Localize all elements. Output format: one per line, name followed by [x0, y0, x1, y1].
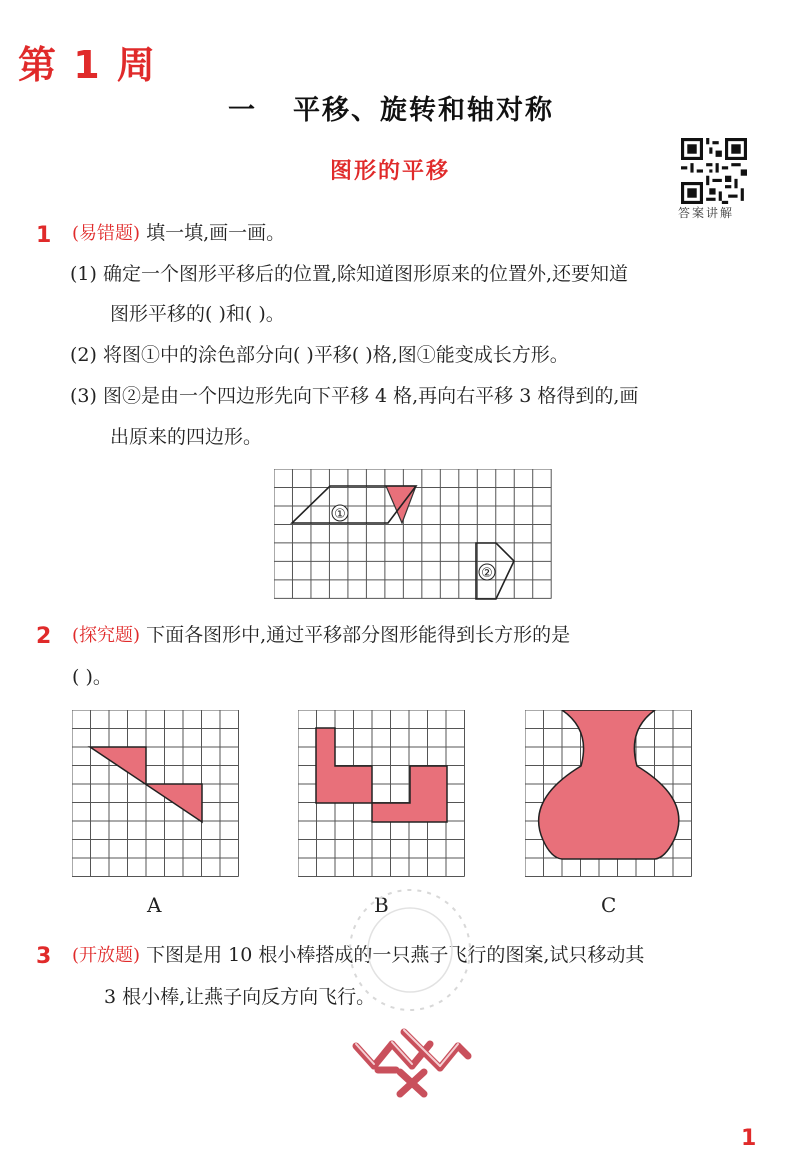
week-label: 第 1 周: [18, 43, 157, 87]
q1-part2: (2) 将图①中的涂色部分向( )平移( )格,图①能变成长方形。: [70, 344, 569, 366]
q1-label-1: ①: [334, 507, 346, 522]
lesson-title: 图形的平移: [330, 159, 451, 184]
q2-heading: [72, 626, 570, 645]
unit-number: 一: [228, 95, 257, 126]
q2-tag: (探究题): [72, 625, 141, 646]
q2-choice-a[interactable]: A: [147, 893, 162, 917]
q2-figure-c: [525, 710, 693, 878]
q2-figure-b: [298, 710, 466, 878]
q3-swallow-sticks: [348, 1022, 478, 1102]
q1-prompt: 填一填,画一画。: [146, 222, 286, 244]
q1-tag: (易错题): [72, 223, 141, 244]
q3-number: 3: [36, 944, 52, 969]
q2-c-vase-shape: [539, 710, 679, 859]
q1-part3-line2: 出原来的四边形。: [110, 426, 263, 448]
q2-choice-b[interactable]: B: [374, 893, 389, 917]
q3-tag: (开放题): [72, 945, 141, 966]
stick-3: [392, 1044, 412, 1066]
qr-label: 答案讲解: [678, 206, 735, 220]
q1-part3-line1: (3) 图②是由一个四边形先向下平移 4 格,再向右平移 3 格得到的,画: [70, 385, 639, 407]
q3-prompt-line1: 下图是用 10 根小棒搭成的一只燕子飞行的图案,试只移动其: [146, 944, 645, 966]
qr-code-icon[interactable]: [681, 138, 747, 204]
page-number: 1: [741, 1126, 757, 1151]
q3-prompt-line2: 3 根小棒,让燕子向反方向飞行。: [104, 986, 376, 1008]
q2-choice-c[interactable]: C: [601, 893, 617, 917]
q1-part1-line1: (1) 确定一个图形平移后的位置,除知道图形原来的位置外,还要知道: [70, 263, 629, 285]
q2-figure-a-grid-lines: [72, 710, 239, 877]
watermark-stamp-icon: [340, 880, 480, 1020]
q2-prompt-line2: ( )。: [72, 666, 112, 688]
stick-6: [440, 1046, 458, 1068]
q1-number: 1: [36, 223, 52, 248]
stick-highlight-2: [392, 1042, 412, 1064]
q1-heading: [72, 224, 285, 243]
q1-part1-line2: 图形平移的( )和( )。: [110, 303, 285, 325]
unit-title: [228, 88, 554, 127]
q2-prompt-line1: 下面各图形中,通过平移部分图形能得到长方形的是: [146, 624, 571, 646]
q1-label-2: ②: [481, 566, 493, 581]
stick-7: [458, 1046, 468, 1056]
q2-figure-a: [72, 710, 240, 878]
stick-highlight-4: [440, 1044, 458, 1066]
unit-title-text: 平移、旋转和轴对称: [293, 95, 554, 126]
stick-2: [374, 1044, 392, 1066]
q1-grid-figure: [274, 469, 552, 601]
stick-1: [356, 1046, 374, 1066]
q2-number: 2: [36, 624, 52, 649]
